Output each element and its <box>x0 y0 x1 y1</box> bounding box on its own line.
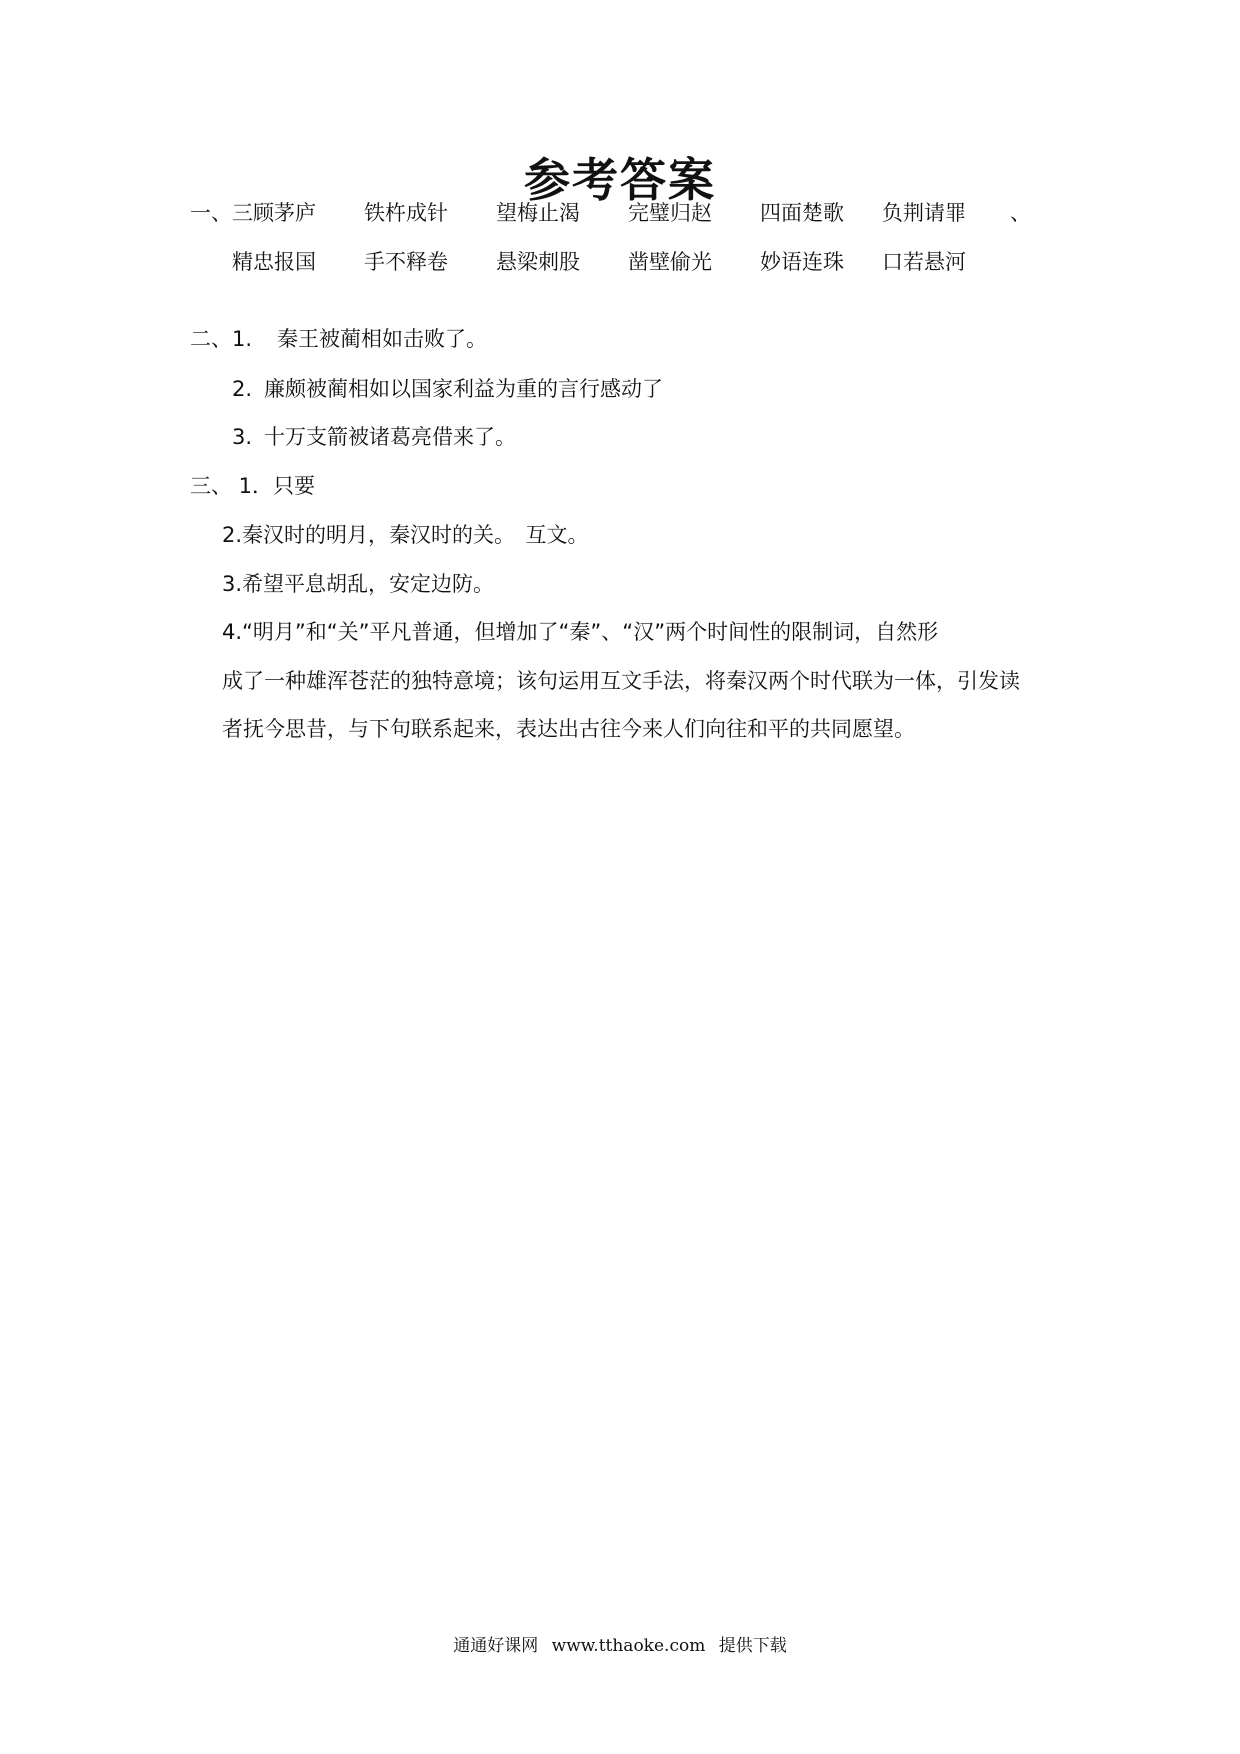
idiom-5: 四面楚歌 <box>760 201 844 225</box>
idiom-4: 完璧归赵 <box>628 201 712 225</box>
idiom-3: 望梅止渴 <box>496 201 580 225</box>
footer-suffix: 提供下载 <box>718 1636 787 1656</box>
section3-item-2: 2.秦汉时的明月，秦汉时的关。 互文。 <box>222 523 589 547</box>
section2-item-1: 秦王被蔺相如击败了。 <box>277 327 487 351</box>
section2-marker: 二、1. <box>190 327 253 351</box>
section1-marker: 一、 <box>190 201 232 225</box>
page-footer <box>0 1634 1240 1658</box>
section3-item-3: 3.希望平息胡乱，安定边防。 <box>222 572 495 596</box>
idiom-1: 三顾茅庐 <box>232 201 316 225</box>
footer-site-name: 通通好课网 <box>453 1636 539 1656</box>
idiom-7: 精忠报国 <box>232 250 316 274</box>
idiom-8: 手不释卷 <box>364 250 448 274</box>
idiom-2: 铁杵成针 <box>364 201 448 225</box>
section2-item-2-number: 2. <box>232 377 253 401</box>
section2-item-2: 廉颇被蔺相如以国家利益为重的言行感动了 <box>264 377 663 401</box>
page-title: 参考答案 <box>524 153 716 207</box>
idiom-6: 负荆请罪 <box>882 201 966 225</box>
footer-url: www.tthaoke.com <box>551 1636 706 1656</box>
idiom-separator: 、 <box>1010 201 1031 225</box>
idiom-10: 凿壁偷光 <box>628 250 712 274</box>
section2-item-3-number: 3. <box>232 425 253 449</box>
idiom-9: 悬梁刺股 <box>496 250 580 274</box>
idiom-11: 妙语连珠 <box>760 250 844 274</box>
section3-marker: 三、 1．只要 <box>190 474 316 498</box>
section2-item-3: 十万支箭被诸葛亮借来了。 <box>264 425 516 449</box>
section3-item-4-line-3: 者抚今思昔，与下句联系起来，表达出古往今来人们向往和平的共同愿望。 <box>222 717 915 741</box>
section3-item-4-line-2: 成了一种雄浑苍茫的独特意境；该句运用互文手法，将秦汉两个时代联为一体，引发读 <box>222 669 1020 693</box>
section3-item-4-line-1: 4.“明月”和“关”平凡普通，但增加了“秦”、“汉”两个时间性的限制词，自然形 <box>222 620 939 644</box>
idiom-12: 口若悬河 <box>882 250 966 274</box>
